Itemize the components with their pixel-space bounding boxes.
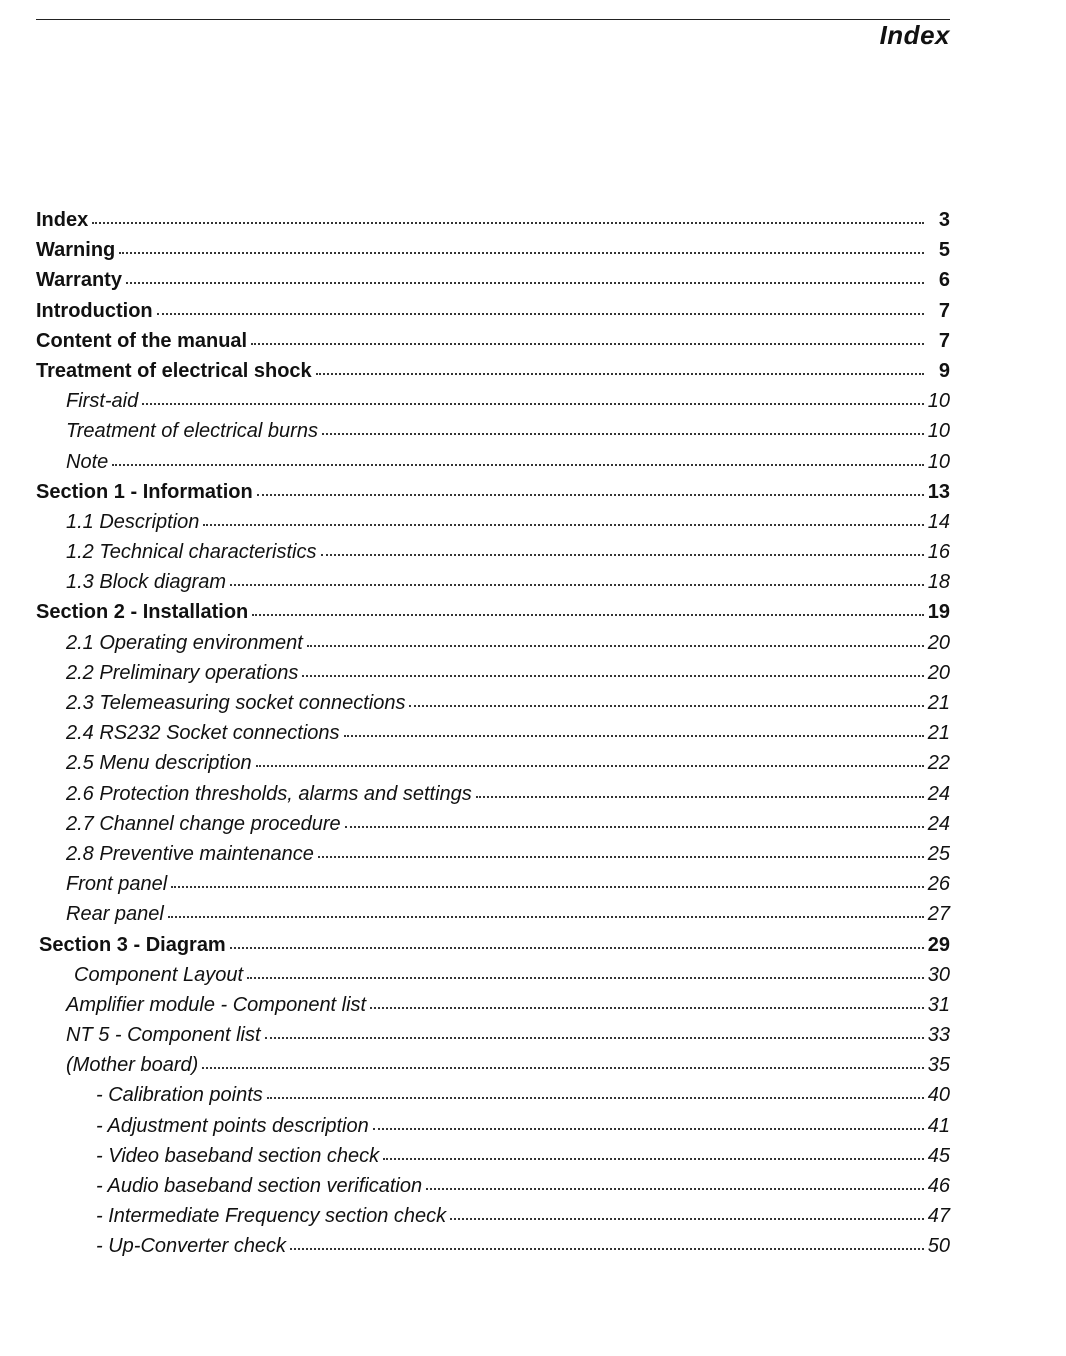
toc-entry-page-number: 10 xyxy=(927,390,950,413)
toc-entry[interactable] xyxy=(36,989,950,1019)
toc-entry[interactable] xyxy=(36,536,950,566)
toc-entry[interactable] xyxy=(36,778,950,808)
toc-entry-label: NT 5 - Component list xyxy=(66,1024,261,1047)
toc-entry-page-number: 21 xyxy=(927,722,950,745)
toc-entry-label: 1.2 Technical characteristics xyxy=(66,541,317,564)
toc-entry[interactable] xyxy=(36,1110,950,1140)
toc-entry-label: 2.3 Telemeasuring socket connections xyxy=(66,692,406,714)
toc-entry-label: 2.2 Preliminary operations xyxy=(66,661,299,684)
dot-leader xyxy=(157,293,924,315)
toc-entry-label: - Video baseband section check xyxy=(96,1144,380,1167)
toc-entry-label: - Adjustment points description xyxy=(96,1114,369,1137)
toc-entry-label: 2.6 Protection thresholds, alarms and settings xyxy=(66,782,472,805)
toc-entry-page-number: 50 xyxy=(927,1235,950,1258)
toc-entry-label: - Calibration points xyxy=(96,1084,263,1107)
dot-leader xyxy=(316,353,924,375)
dot-leader xyxy=(202,1047,923,1069)
dot-leader xyxy=(267,1077,924,1099)
toc-entry-page-number: 14 xyxy=(927,510,950,533)
toc-entry-label: Treatment of electrical burns xyxy=(66,420,318,443)
toc-entry-page-number: 21 xyxy=(927,692,950,714)
toc-entry-page-number: 24 xyxy=(927,812,950,835)
dot-leader xyxy=(92,202,924,224)
dot-leader xyxy=(203,504,923,526)
dot-leader xyxy=(126,262,924,284)
dot-leader xyxy=(345,806,924,828)
toc-entry[interactable] xyxy=(36,1019,950,1049)
toc-entry-label: Introduction xyxy=(36,299,153,322)
toc-entry-label: 2.8 Preventive maintenance xyxy=(66,842,314,865)
toc-entry[interactable] xyxy=(36,747,950,777)
toc-entry-page-number: 6 xyxy=(938,269,950,292)
toc-entry[interactable] xyxy=(36,325,950,355)
dot-leader xyxy=(112,444,924,466)
toc-entry-label: 1.3 Block diagram xyxy=(66,571,227,594)
toc-entry-page-number: 35 xyxy=(927,1054,950,1077)
toc-entry-label: - Up-Converter check xyxy=(96,1235,287,1258)
toc-entry-page-number: 9 xyxy=(938,359,950,382)
toc-entry-label: First-aid xyxy=(66,390,139,413)
toc-entry-page-number: 27 xyxy=(927,903,950,926)
dot-leader xyxy=(171,866,924,888)
toc-entry-label: Content of the manual xyxy=(36,329,248,352)
toc-entry-page-number: 16 xyxy=(927,541,950,564)
toc-entry-label: - Audio baseband section verification xyxy=(96,1175,423,1197)
dot-leader xyxy=(257,474,924,496)
toc-entry[interactable] xyxy=(36,808,950,838)
toc-entry[interactable] xyxy=(36,959,950,989)
toc-entry[interactable] xyxy=(36,838,950,868)
toc-entry-page-number: 19 xyxy=(927,601,950,624)
toc-entry-label: Note xyxy=(66,450,109,473)
toc-entry-page-number: 26 xyxy=(927,873,950,896)
dot-leader xyxy=(322,413,924,435)
dot-leader xyxy=(450,1198,924,1220)
toc-entry-label: Front panel xyxy=(66,873,168,896)
dot-leader xyxy=(230,927,924,949)
toc-entry-page-number: 18 xyxy=(927,571,950,594)
toc-entry-page-number: 20 xyxy=(927,631,950,654)
dot-leader xyxy=(142,383,924,405)
toc-entry-label: (Mother board) xyxy=(66,1054,199,1077)
dot-leader xyxy=(252,594,923,616)
toc-entry-page-number: 22 xyxy=(927,752,950,775)
toc-entry[interactable] xyxy=(36,868,950,898)
toc-entry[interactable] xyxy=(36,1079,950,1109)
toc-entry[interactable] xyxy=(36,506,950,536)
toc-entry[interactable] xyxy=(36,295,950,325)
toc-entry-page-number: 47 xyxy=(927,1205,950,1228)
toc-entry[interactable] xyxy=(36,234,950,264)
dot-leader xyxy=(370,987,924,1009)
dot-leader xyxy=(318,836,924,858)
toc-entry-page-number: 45 xyxy=(927,1144,950,1167)
toc-entry[interactable] xyxy=(36,687,950,717)
toc-entry-page-number: 7 xyxy=(938,299,950,322)
toc-entry[interactable] xyxy=(36,1230,950,1260)
dot-leader xyxy=(119,232,924,254)
toc-entry-label: Treatment of electrical shock xyxy=(36,359,312,382)
toc-entry-label: 2.7 Channel change procedure xyxy=(66,812,341,835)
toc-entry[interactable] xyxy=(36,929,950,959)
toc-entry[interactable] xyxy=(36,1140,950,1170)
toc-entry[interactable] xyxy=(36,1170,950,1200)
toc-entry[interactable] xyxy=(36,566,950,596)
toc-entry[interactable] xyxy=(36,264,950,294)
toc-entry-page-number: 13 xyxy=(927,480,950,503)
dot-leader xyxy=(251,323,924,345)
toc-entry-page-number: 3 xyxy=(938,209,950,231)
dot-leader xyxy=(247,957,924,979)
toc-entry-page-number: 29 xyxy=(927,933,950,956)
dot-leader xyxy=(476,776,924,798)
toc-entry-page-number: 41 xyxy=(927,1114,950,1137)
toc-entry-label: Index xyxy=(36,209,89,231)
toc-entry-page-number: 25 xyxy=(927,842,950,865)
dot-leader xyxy=(230,564,924,586)
dot-leader xyxy=(409,685,923,707)
toc-entry-page-number: 7 xyxy=(938,329,950,352)
toc-entry-page-number: 31 xyxy=(927,993,950,1016)
toc-entry-label: 2.4 RS232 Socket connections xyxy=(66,722,340,745)
toc-entry[interactable] xyxy=(36,204,950,234)
toc-entry-page-number: 5 xyxy=(938,239,950,262)
toc-entry-label: Rear panel xyxy=(66,903,164,926)
dot-leader xyxy=(426,1168,924,1190)
dot-leader xyxy=(265,1017,924,1039)
toc-entry[interactable] xyxy=(36,596,950,626)
toc-entry[interactable] xyxy=(36,1049,950,1079)
dot-leader xyxy=(383,1138,924,1160)
dot-leader xyxy=(321,534,924,556)
toc-entry-label: 2.5 Menu description xyxy=(66,752,252,775)
toc-entry[interactable] xyxy=(36,385,950,415)
dot-leader xyxy=(302,655,923,677)
toc-entry-page-number: 33 xyxy=(927,1024,950,1047)
toc-entry[interactable] xyxy=(36,415,950,445)
toc-entry[interactable] xyxy=(36,717,950,747)
header-rule xyxy=(36,19,950,20)
toc-entry-page-number: 24 xyxy=(927,782,950,805)
toc-entry[interactable] xyxy=(36,476,950,506)
toc-entry[interactable] xyxy=(36,355,950,385)
toc-entry-label: Section 1 - Information xyxy=(36,480,253,503)
toc-entry-label: Amplifier module - Component list xyxy=(66,993,367,1016)
toc-entry-page-number: 30 xyxy=(927,963,950,986)
toc-entry-label: 1.1 Description xyxy=(66,510,200,533)
toc-entry-page-number: 20 xyxy=(927,661,950,684)
toc-entry[interactable] xyxy=(36,898,950,928)
toc-entry-label: Warning xyxy=(36,239,116,262)
toc-entry-label: Section 2 - Installation xyxy=(36,601,249,624)
dot-leader xyxy=(168,896,924,918)
toc-entry-label: Section 3 - Diagram xyxy=(39,933,226,956)
toc-entry-page-number: 40 xyxy=(927,1084,950,1107)
toc-entry-label: - Intermediate Frequency section check xyxy=(96,1205,447,1228)
dot-leader xyxy=(290,1228,924,1250)
table-of-contents xyxy=(36,204,950,1261)
toc-entry-label: Warranty xyxy=(36,269,122,292)
toc-entry[interactable] xyxy=(36,446,950,476)
toc-entry[interactable] xyxy=(36,1200,950,1230)
toc-entry[interactable] xyxy=(36,627,950,657)
toc-entry-page-number: 46 xyxy=(927,1175,950,1197)
toc-entry[interactable] xyxy=(36,657,950,687)
dot-leader xyxy=(256,745,924,767)
toc-entry-page-number: 10 xyxy=(927,420,950,443)
dot-leader xyxy=(307,625,924,647)
dot-leader xyxy=(373,1108,924,1130)
toc-entry-label: 2.1 Operating environment xyxy=(66,631,303,654)
toc-entry-label: Component Layout xyxy=(74,963,244,986)
dot-leader xyxy=(344,715,924,737)
page-title: Index xyxy=(879,20,950,50)
toc-entry-page-number: 10 xyxy=(927,450,950,473)
